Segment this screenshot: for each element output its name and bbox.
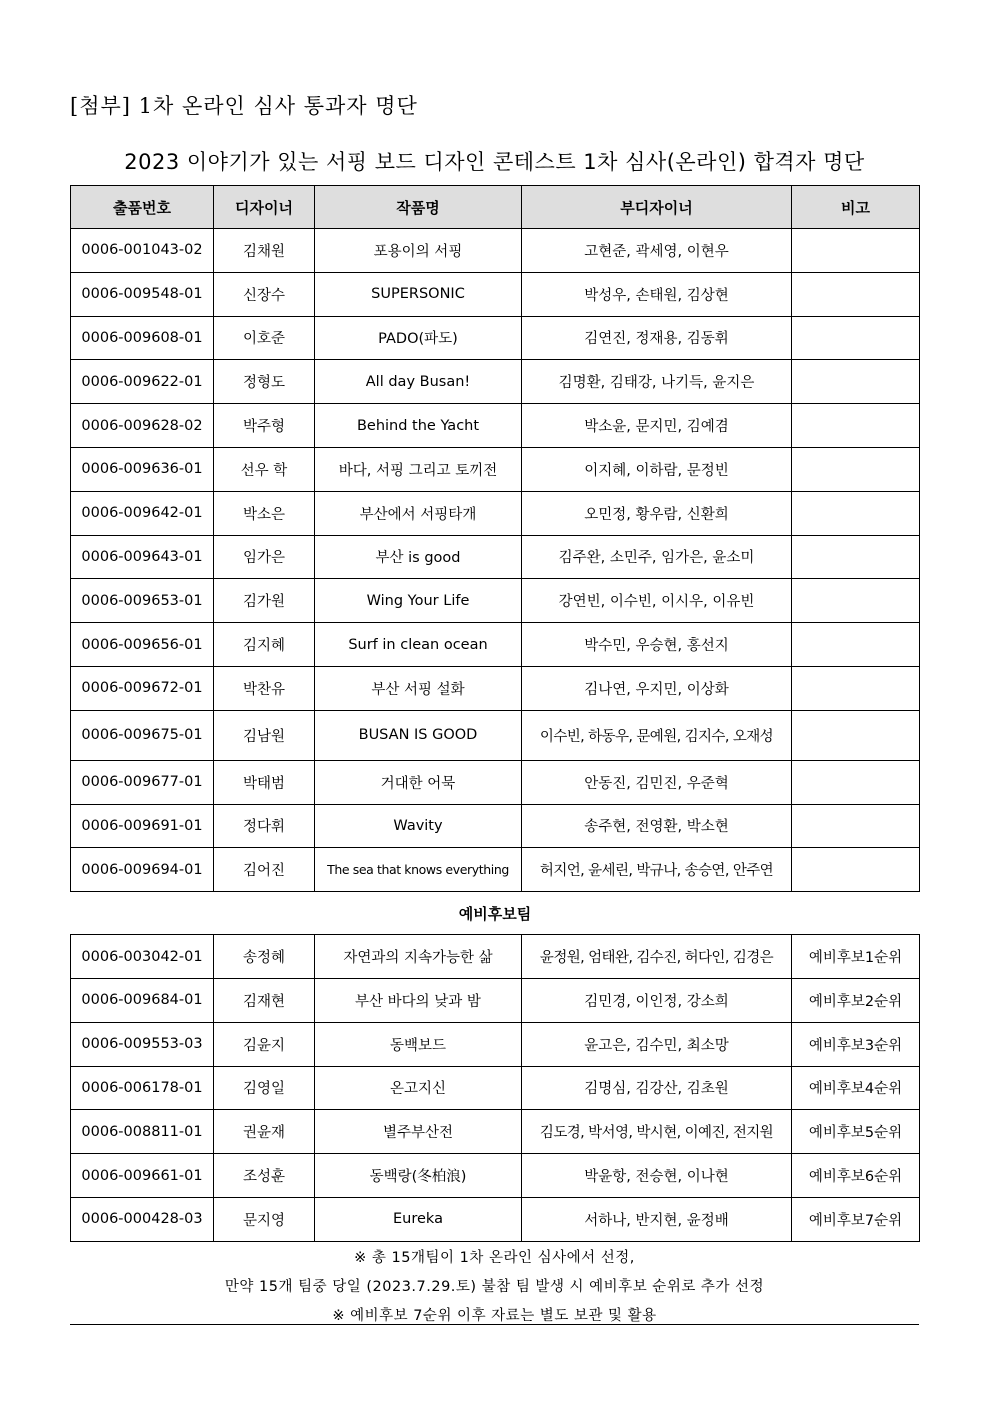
remarks (792, 316, 920, 360)
reserve-rank: 예비후보5순위 (792, 1110, 920, 1154)
work-title: 동백랑(冬柏浪) (315, 1154, 522, 1198)
header-co-designers: 부디자이너 (522, 186, 792, 229)
table-row (71, 316, 920, 360)
work-title: 동백보드 (315, 1022, 522, 1066)
document-title: 2023 이야기가 있는 서핑 보드 디자인 콘테스트 1차 심사(온라인) 합격자 명단 (124, 150, 865, 174)
co-designers: 박수민, 우승현, 홍선지 (522, 623, 792, 667)
entry-number: 0006-009677-01 (71, 760, 214, 804)
designer: 김남원 (214, 710, 315, 760)
entry-number: 0006-009675-01 (71, 710, 214, 760)
table-row (71, 579, 920, 623)
co-designers: 김연진, 정재용, 김동휘 (522, 316, 792, 360)
co-designers: 박성우, 손태원, 김상현 (522, 272, 792, 316)
entry-number: 0006-008811-01 (71, 1110, 214, 1154)
table-row (71, 447, 920, 491)
designer: 문지영 (214, 1197, 315, 1241)
footnote-archive: ※ 예비후보 7순위 이후 자료는 별도 보관 및 활용 (332, 1308, 657, 1324)
co-designers: 안동진, 김민진, 우준혁 (522, 760, 792, 804)
co-designers: 박소윤, 문지민, 김예겸 (522, 404, 792, 448)
work-title: 부산 is good (315, 535, 522, 579)
table-row (71, 229, 920, 273)
entry-number: 0006-000428-03 (71, 1197, 214, 1241)
remarks (792, 760, 920, 804)
designer: 박태범 (214, 760, 315, 804)
remarks (792, 535, 920, 579)
entry-number: 0006-009684-01 (71, 978, 214, 1022)
designer: 김어진 (214, 848, 315, 892)
work-title: Wing Your Life (315, 579, 522, 623)
co-designers: 김주완, 소민주, 임가은, 윤소미 (522, 535, 792, 579)
co-designers: 김민경, 이인정, 강소희 (522, 978, 792, 1022)
remarks (792, 666, 920, 710)
work-title: All day Busan! (315, 360, 522, 404)
work-title: 포용이의 서핑 (315, 229, 522, 273)
work-title: 부산 바다의 낮과 밤 (315, 978, 522, 1022)
designer: 정형도 (214, 360, 315, 404)
co-designers: 이지혜, 이하람, 문정빈 (522, 447, 792, 491)
entry-number: 0006-009622-01 (71, 360, 214, 404)
header-work-title: 작품명 (315, 186, 522, 229)
reserve-section-label: 예비후보팀 (71, 892, 920, 935)
designer: 김영일 (214, 1066, 315, 1110)
reserve-rank: 예비후보7순위 (792, 1197, 920, 1241)
co-designers: 김나연, 우지민, 이상화 (522, 666, 792, 710)
co-designers: 김명심, 김강산, 김초원 (522, 1066, 792, 1110)
work-title: 부산 서핑 설화 (315, 666, 522, 710)
table-header-row (71, 186, 920, 229)
co-designers: 허지언, 윤세린, 박규나, 송승연, 안주연 (522, 848, 792, 892)
remarks (792, 804, 920, 848)
designer: 김채원 (214, 229, 315, 273)
header-entry-number: 출품번호 (71, 186, 214, 229)
bottom-divider (70, 1324, 919, 1325)
reserve-table-row (71, 1154, 920, 1198)
table-row (71, 404, 920, 448)
designer: 박찬유 (214, 666, 315, 710)
reserve-table-row (71, 1197, 920, 1241)
entry-number: 0006-003042-01 (71, 935, 214, 979)
remarks (792, 360, 920, 404)
entry-number: 0006-001043-02 (71, 229, 214, 273)
remarks (792, 623, 920, 667)
entry-number: 0006-009661-01 (71, 1154, 214, 1198)
footnote-selection: ※ 총 15개팀이 1차 온라인 심사에서 선정, (354, 1250, 635, 1266)
work-title: 자연과의 지속가능한 삶 (315, 935, 522, 979)
reserve-table-row (71, 1066, 920, 1110)
work-title: Behind the Yacht (315, 404, 522, 448)
reserve-table-row (71, 978, 920, 1022)
reserve-table-row (71, 1022, 920, 1066)
table-row (71, 804, 920, 848)
table-row (71, 535, 920, 579)
header-remarks: 비고 (792, 186, 920, 229)
entry-number: 0006-009694-01 (71, 848, 214, 892)
designer: 조성훈 (214, 1154, 315, 1198)
entry-number: 0006-009553-03 (71, 1022, 214, 1066)
finalist-table (70, 185, 920, 1242)
work-title: Eureka (315, 1197, 522, 1241)
work-title: 부산에서 서핑타개 (315, 491, 522, 535)
entry-number: 0006-009672-01 (71, 666, 214, 710)
co-designers: 김도경, 박서영, 박시현, 이예진, 전지원 (522, 1110, 792, 1154)
co-designers: 윤고은, 김수민, 최소망 (522, 1022, 792, 1066)
work-title: The sea that knows everything (315, 848, 522, 892)
entry-number: 0006-009643-01 (71, 535, 214, 579)
work-title: Wavity (315, 804, 522, 848)
designer: 권윤재 (214, 1110, 315, 1154)
reserve-table-row (71, 935, 920, 979)
designer: 신장수 (214, 272, 315, 316)
co-designers: 강연빈, 이수빈, 이시우, 이유빈 (522, 579, 792, 623)
co-designers: 오민정, 황우람, 신환희 (522, 491, 792, 535)
entry-number: 0006-009636-01 (71, 447, 214, 491)
table-row (71, 760, 920, 804)
table-row (71, 360, 920, 404)
co-designers: 이수빈, 하동우, 문예원, 김지수, 오재성 (522, 710, 792, 760)
co-designers: 김명환, 김태강, 나기득, 윤지은 (522, 360, 792, 404)
work-title: BUSAN IS GOOD (315, 710, 522, 760)
table-row (71, 710, 920, 760)
entry-number: 0006-009653-01 (71, 579, 214, 623)
reserve-rank: 예비후보6순위 (792, 1154, 920, 1198)
designer: 임가은 (214, 535, 315, 579)
designer: 박주형 (214, 404, 315, 448)
work-title: 온고지신 (315, 1066, 522, 1110)
reserve-rank: 예비후보1순위 (792, 935, 920, 979)
table-row (71, 848, 920, 892)
remarks (792, 404, 920, 448)
remarks (792, 229, 920, 273)
footnote-replacement: 만약 15개 팀중 당일 (2023.7.29.토) 불참 팀 발생 시 예비후보 순위로 추가 선정 (224, 1279, 765, 1295)
co-designers: 송주현, 전영환, 박소현 (522, 804, 792, 848)
entry-number: 0006-009608-01 (71, 316, 214, 360)
designer: 송정혜 (214, 935, 315, 979)
remarks (792, 848, 920, 892)
co-designers: 서하나, 반지현, 윤정배 (522, 1197, 792, 1241)
reserve-section-row (71, 892, 920, 935)
designer: 박소은 (214, 491, 315, 535)
work-title: 바다, 서핑 그리고 토끼전 (315, 447, 522, 491)
work-title: 별주부산전 (315, 1110, 522, 1154)
table-row (71, 272, 920, 316)
co-designers: 윤정원, 엄태완, 김수진, 허다인, 김경은 (522, 935, 792, 979)
remarks (792, 272, 920, 316)
entry-number: 0006-009628-02 (71, 404, 214, 448)
reserve-rank: 예비후보4순위 (792, 1066, 920, 1110)
remarks (792, 447, 920, 491)
table-row (71, 666, 920, 710)
header-designer: 디자이너 (214, 186, 315, 229)
work-title: 거대한 어묵 (315, 760, 522, 804)
reserve-rank: 예비후보3순위 (792, 1022, 920, 1066)
co-designers: 고현준, 곽세영, 이현우 (522, 229, 792, 273)
designer: 김지혜 (214, 623, 315, 667)
designer: 김가원 (214, 579, 315, 623)
work-title: SUPERSONIC (315, 272, 522, 316)
attachment-title: [첨부] 1차 온라인 심사 통과자 명단 (70, 94, 418, 118)
remarks (792, 710, 920, 760)
entry-number: 0006-009656-01 (71, 623, 214, 667)
designer: 정다휘 (214, 804, 315, 848)
entry-number: 0006-009548-01 (71, 272, 214, 316)
entry-number: 0006-009691-01 (71, 804, 214, 848)
remarks (792, 579, 920, 623)
entry-number: 0006-009642-01 (71, 491, 214, 535)
work-title: Surf in clean ocean (315, 623, 522, 667)
table-row (71, 491, 920, 535)
co-designers: 박윤항, 전승현, 이나현 (522, 1154, 792, 1198)
entry-number: 0006-006178-01 (71, 1066, 214, 1110)
remarks (792, 491, 920, 535)
designer: 김재현 (214, 978, 315, 1022)
work-title: PADO(파도) (315, 316, 522, 360)
designer: 선우 학 (214, 447, 315, 491)
reserve-table-row (71, 1110, 920, 1154)
table-row (71, 623, 920, 667)
designer: 김윤지 (214, 1022, 315, 1066)
reserve-rank: 예비후보2순위 (792, 978, 920, 1022)
designer: 이호준 (214, 316, 315, 360)
footnotes (70, 1244, 919, 1331)
